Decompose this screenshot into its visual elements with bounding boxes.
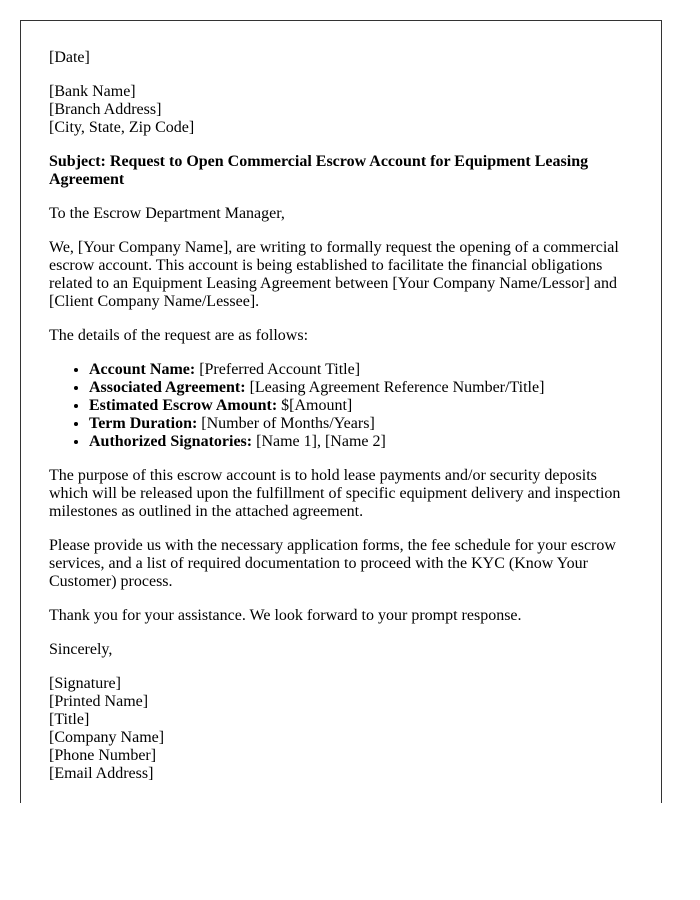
detail-value: [Preferred Account Title] xyxy=(195,361,361,378)
recipient-address xyxy=(49,83,632,137)
request-paragraph: Please provide us with the necessary application forms, the fee schedule for your escrow services, and a list of required documentation to proceed with the KYC (Know Your Customer) process. xyxy=(49,537,616,590)
list-item xyxy=(89,361,632,379)
closing: Sincerely, xyxy=(49,641,113,658)
detail-value: [Number of Months/Years] xyxy=(197,415,375,432)
phone-number: [Phone Number] xyxy=(49,747,157,764)
detail-label: Associated Agreement: xyxy=(89,379,246,396)
detail-value: [Name 1], [Name 2] xyxy=(252,433,386,450)
signature: [Signature] xyxy=(49,675,121,692)
salutation: To the Escrow Department Manager, xyxy=(49,205,285,222)
detail-label: Term Duration: xyxy=(89,415,198,432)
date: [Date] xyxy=(49,49,90,66)
bank-name: [Bank Name] xyxy=(49,83,136,100)
intro-paragraph: We, [Your Company Name], are writing to formally request the opening of a commercial escrow account. This account is being established to facilitate the financial obligations related to an Equipment Leasing Agreement between [Your Company Name/Lessor] and [Client Company Name/Lessee]. xyxy=(49,239,619,310)
email-address: [Email Address] xyxy=(49,765,154,782)
detail-value: [Leasing Agreement Reference Number/Title] xyxy=(245,379,545,396)
detail-label: Estimated Escrow Amount: xyxy=(89,397,278,414)
letter xyxy=(20,20,662,803)
detail-label: Account Name: xyxy=(89,361,196,378)
purpose-paragraph: The purpose of this escrow account is to hold lease payments and/or security deposits which will be released upon the fulfillment of specific equipment delivery and inspection milestones as outlined in the attached agreement. xyxy=(49,467,621,520)
subject-line xyxy=(49,153,632,189)
thanks-paragraph: Thank you for your assistance. We look forward to your prompt response. xyxy=(49,607,522,624)
signature-block xyxy=(49,675,632,783)
detail-label: Authorized Signatories: xyxy=(89,433,253,450)
detail-value: $[Amount] xyxy=(277,397,353,414)
company-name: [Company Name] xyxy=(49,729,165,746)
list-item xyxy=(89,379,632,397)
details-list xyxy=(49,361,632,451)
city-state-zip: [City, State, Zip Code] xyxy=(49,119,195,136)
list-item xyxy=(89,397,632,415)
title: [Title] xyxy=(49,711,90,728)
branch-address: [Branch Address] xyxy=(49,101,162,118)
subject-text: Subject: Request to Open Commercial Escrow Account for Equipment Leasing Agreement xyxy=(49,153,589,188)
printed-name: [Printed Name] xyxy=(49,693,149,710)
details-intro: The details of the request are as follows: xyxy=(49,327,309,344)
list-item xyxy=(89,433,632,451)
list-item xyxy=(89,415,632,433)
